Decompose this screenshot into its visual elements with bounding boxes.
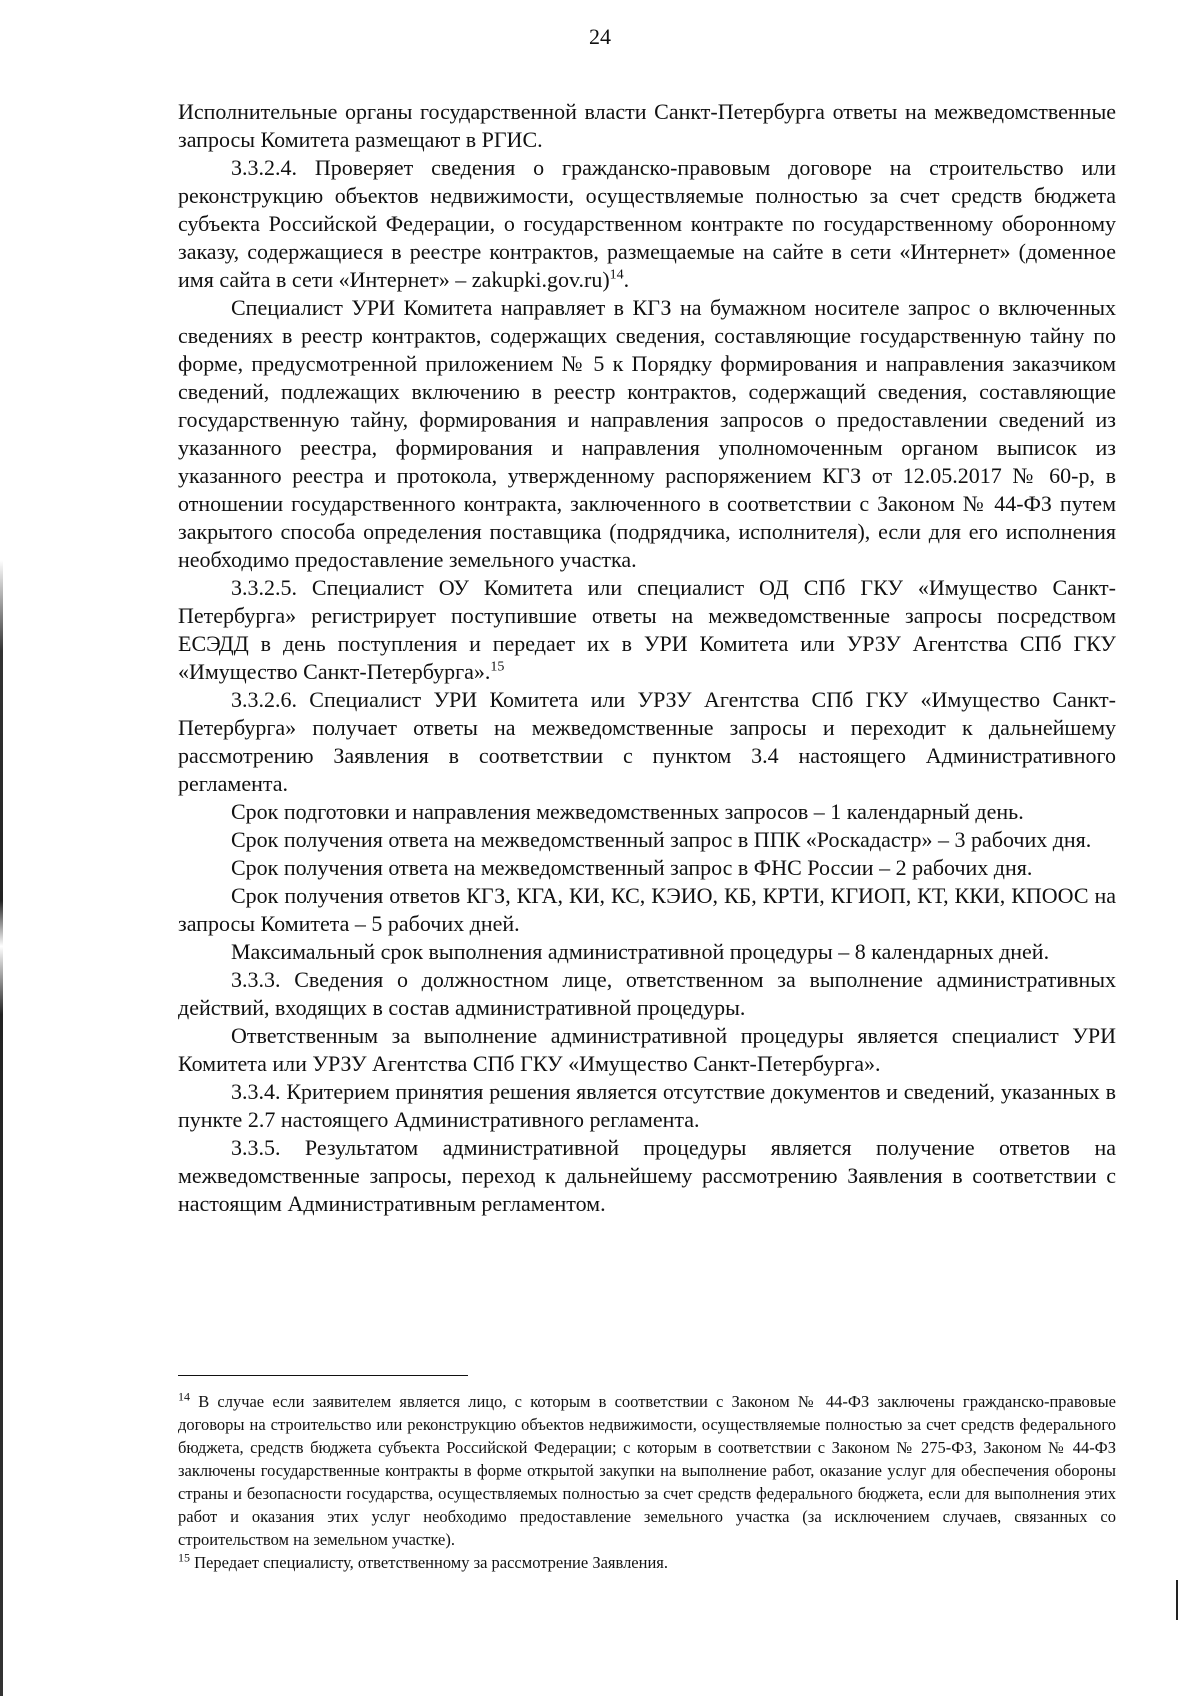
scan-edge-artifact-right — [1176, 1580, 1178, 1620]
paragraph-1: Исполнительные органы государственной власти Санкт-Петербурга ответы на межведомственные запросы Комитета размещают в РГИС. — [178, 99, 1116, 152]
document-body — [178, 98, 1116, 1218]
paragraph-specialist-request: Специалист УРИ Комитета направляет в КГЗ на бумажном носителе запрос о включенных сведениях в реестр контрактов, содержащих сведения, составляющие государственную тайну по форме, предусмотренной приложением № 5 к Порядку формирования и направления заказчиком сведений, подлежащих включению в реестр контрактов, содержащий сведения, составляющие государственную тайну, формирования и направления запросов о предоставлении сведений из указанного реестра, формирования и направления уполномоченным органом выписок из указанного реестра и протокола, утвержденному распоряжением КГЗ от 12.05.2017 № 60-р, в отношении государственного контракта, заключенного в соответствии с Законом № 44-ФЗ путем закрытого способа определения поставщика (подрядчика, исполнителя), если для его исполнения необходимо предоставление земельного участка. — [178, 295, 1116, 572]
paragraph-3-3-2-4: 3.3.2.4. Проверяет сведения о гражданско-правовым договоре на строительство или реконструкцию объектов недвижимости, осуществляемые полностью за счет средств бюджета субъекта Российской Федерации, о государственном контракте по государственному оборонному заказу, содержащиеся в реестре контрактов, размещаемые на сайте в сети «Интернет» (доменное имя сайта в сети «Интернет» – zakupki.gov.ru)$^{14}$. — [178, 155, 1116, 292]
paragraph-responsible: Ответственным за выполнение административной процедуры является специалист УРИ Комитета или УРЗУ Агентства СПб ГКУ «Имущество Санкт-Петербурга». — [178, 1023, 1116, 1076]
footnote-15: $^{15}$ Передает специалисту, ответственному за рассмотрение Заявления. — [178, 1550, 669, 1572]
paragraph-3-3-5: 3.3.5. Результатом административной процедуры является получение ответов на межведомственные запросы, переход к дальнейшему рассмотрению Заявления в соответствии с настоящим Административным регламентом. — [178, 1135, 1116, 1216]
paragraph-deadline-committees: Срок получения ответов КГЗ, КГА, КИ, КС, КЭИО, КБ, КРТИ, КГИОП, КТ, ККИ, КПООС на запросы Комитета – 5 рабочих дней. — [178, 883, 1116, 936]
footnote-14: $^{14}$ В случае если заявителем является лицо, с которым в соответствии с Законом № 44-ФЗ заключены гражданско-правовые договоры на строительство или реконструкцию объектов недвижимости, осуществляемые полностью за счет средств федерального бюджета, средств бюджета субъекта Российской Федерации; с которым в соответствии с Законом № 275-ФЗ, Законом № 44-ФЗ заключены государственные контракты в форме открытой закупки на выполнение работ, оказание услуг для обеспечения обороны страны и безопасности государства, осуществляемых полностью за счет средств федерального бюджета, если для выполнения этих работ и оказания этих услуг необходимо предоставление земельного участка (за исключением случаев, связанных со строительством на земельном участке). — [178, 1389, 1116, 1549]
footnote-ref-14[interactable]: 14 — [609, 267, 624, 283]
paragraph-3-3-4: 3.3.4. Критерием принятия решения является отсутствие документов и сведений, указанных в пункте 2.7 настоящего Административного регламента. — [178, 1079, 1116, 1132]
paragraph-3-3-2-5: 3.3.2.5. Специалист ОУ Комитета или специалист ОД СПб ГКУ «Имущество Санкт-Петербурга» регистрирует поступившие ответы на межведомственные запросы посредством ЕСЭДД в день поступления и передает их в УРИ Комитета или УРЗУ Агентства СПб ГКУ «Имущество Санкт-Петербурга».$^{15}$ — [178, 575, 1116, 684]
page-number: 24 — [589, 24, 611, 49]
paragraph-3-3-3: 3.3.3. Сведения о должностном лице, ответственном за выполнение административных действий, входящих в состав административной процедуры. — [178, 967, 1116, 1020]
paragraph-3-3-2-6: 3.3.2.6. Специалист УРИ Комитета или УРЗУ Агентства СПб ГКУ «Имущество Санкт-Петербурга» получает ответы на межведомственные запросы и переходит к дальнейшему рассмотрению Заявления в соответствии с пунктом 3.4 настоящего Административного регламента. — [178, 687, 1116, 796]
scan-edge-artifact-left — [0, 560, 3, 1696]
footnote-divider — [178, 1375, 468, 1376]
paragraph-max-deadline: Максимальный срок выполнения административной процедуры – 8 календарных дней. — [231, 939, 1050, 964]
paragraph-deadline-roskadastr: Срок получения ответа на межведомственный запрос в ППК «Роскадастр» – 3 рабочих дня. — [231, 827, 1092, 852]
paragraph-deadline-preparation: Срок подготовки и направления межведомственных запросов – 1 календарный день. — [231, 799, 1024, 824]
footnotes — [178, 1375, 1116, 1574]
paragraph-deadline-fns: Срок получения ответа на межведомственный запрос в ФНС России – 2 рабочих дня. — [231, 855, 1033, 880]
footnote-ref-15[interactable]: 15 — [490, 659, 505, 675]
